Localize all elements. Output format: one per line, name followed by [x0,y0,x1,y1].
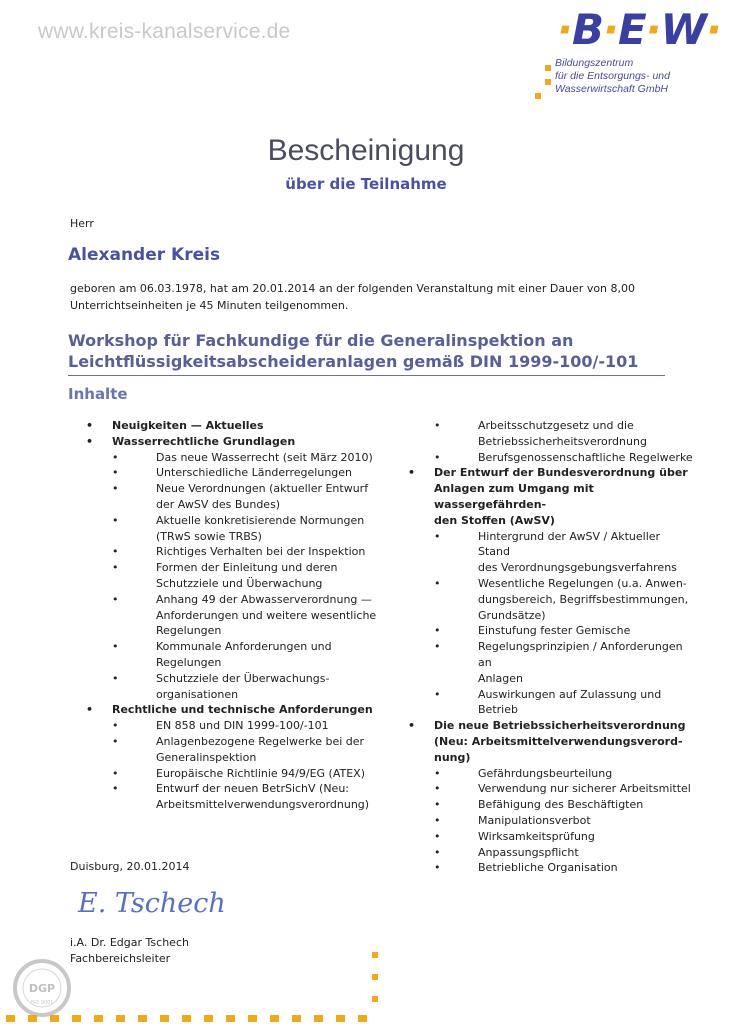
bullet-icon: • [434,766,441,780]
bullet-icon: • [112,766,119,780]
workshop-title-line-2: Leichtflüssigkeitsabscheideranlagen gemäß DIN 1999-100/-101 [68,352,639,371]
bullet-icon: • [112,450,119,464]
border-dash [94,1015,103,1022]
item-line: Das neue Wasserrecht (seit März 2010) [156,450,373,464]
border-dash [204,1015,213,1022]
item-line: Formen der Einleitung und deren [156,561,338,575]
signer-role: Fachbereichsleiter [70,952,171,965]
item-line: (TRwS sowie TRBS) [156,529,262,543]
website-watermark: www.kreis-kanalservice.de [38,20,291,43]
item-line: Grundsätze) [478,608,546,622]
item-line: Berufsgenossenschaftliche Regelwerke [478,450,693,464]
item-line: Anlagen zum Umgang mit wassergefährden- [434,482,594,511]
border-dash [270,1015,279,1022]
item-line: Unterschiedliche Länderregelungen [156,466,353,480]
border-dash [226,1015,235,1022]
bullet-icon: • [434,576,441,590]
bullet-icon: • [112,782,119,796]
border-dash [182,1015,191,1022]
bullet-icon: • [112,482,119,496]
logo-lettering: ·B·E·W· [557,5,721,54]
border-dash [314,1015,323,1022]
item-line: Der Entwurf der Bundesverordnung über [434,466,688,480]
bullet-icon: • [408,719,416,733]
contents-heading: Inhalte [68,385,128,403]
item-line: des Verordnungsgebungsverfahrens [478,561,677,575]
bullet-icon: • [112,513,119,527]
item-line: Generalinspektion [156,750,257,764]
border-dash [138,1015,147,1022]
item-line: den Stoffen (AwSV) [434,513,555,527]
item-line: Neue Verordnungen (aktueller Entwurf [156,482,369,496]
item-line: Anhang 49 der Abwasserverordnung — [156,592,372,606]
bullet-icon: • [434,450,441,464]
logo-line-1: Bildungszentrum [555,57,634,69]
item-line: Verwendung nur sicherer Arbeitsmittel [478,782,691,796]
item-line: Manipulationsverbot [478,813,591,827]
bullet-icon: • [434,829,441,843]
item-line: Kommunale Anforderungen und [156,640,332,654]
border-dash [6,1015,15,1022]
border-dash [372,996,378,1002]
item-line: Betriebliche Organisation [478,861,618,875]
handwritten-signature: E. Tschech [78,888,226,919]
item-line: Anlagen [478,671,524,685]
bullet-icon: • [434,813,441,827]
signer-name: i.A. Dr. Edgar Tschech [70,936,189,949]
item-line: der AwSV des Bundes) [156,497,281,511]
item-line: Wesentliche Regelungen (u.a. Anwen- [478,576,687,590]
item-line: Schutzziele und Überwachung [156,576,323,590]
bullet-icon: • [112,734,119,748]
bullet-icon: • [408,466,416,480]
bullet-icon: • [112,719,119,733]
item-line: Wirksamkeitsprüfung [478,829,595,843]
statement-line-1: geboren am 06.03.1978, hat am 20.01.2014 an der folgenden Veranstaltung mit einer Dauer von 8,00 [70,282,636,295]
item-line: Regelungen [156,624,222,638]
item-line: Aktuelle konkretisierende Normungen [156,513,365,527]
item-line: Betriebssicherheitsverordnung [478,434,647,448]
workshop-title-line-1: Workshop für Fachkundige für die Generalinspektion an [68,331,574,350]
item-line: EN 858 und DIN 1999-100/-101 [156,719,329,733]
border-dash [28,1015,37,1022]
document-title: Bescheinigung [267,134,465,167]
item-line: Neuigkeiten — Aktuelles [112,419,264,432]
border-dash [248,1015,257,1022]
bullet-icon: • [434,419,441,432]
item-line: Richtiges Verhalten bei der Inspektion [156,545,366,559]
item-line: Entwurf der neuen BetrSichV (Neu: [156,782,350,796]
item-line: Anpassungspflicht [478,845,579,859]
border-dash [72,1015,81,1022]
bullet-icon: • [86,703,94,717]
bullet-icon: • [434,529,441,543]
item-line: Anlagenbezogene Regelwerke bei der [156,734,365,748]
item-line: Befähigung des Beschäftigten [478,798,644,812]
item-line: Anforderungen und weitere wesentliche [156,608,377,622]
bullet-icon: • [434,861,441,875]
item-line: nung) [434,750,471,764]
border-dash [372,952,378,958]
border-dash [116,1015,125,1022]
item-line: (Neu: Arbeitsmittelverwendungsverord- [434,734,683,748]
bullet-icon: • [434,624,441,638]
bullet-icon: • [434,782,441,796]
item-line: organisationen [156,687,239,701]
bullet-icon: • [434,687,441,701]
bullet-icon: • [434,640,441,654]
item-line: Die neue Betriebssicherheitsverordnung [434,719,686,733]
item-line: Hintergrund der AwSV / Aktueller Stand [478,529,661,559]
place-date: Duisburg, 20.01.2014 [70,860,190,873]
border-dash [160,1015,169,1022]
border-dash [372,974,378,980]
item-line: Regelungsprinzipien / Anforderungen an [478,640,683,669]
bullet-icon: • [112,640,119,654]
item-line: Schutzziele der Überwachungs- [156,671,330,685]
border-dash [292,1015,301,1022]
border-dash [358,1015,367,1022]
bullet-icon: • [86,419,94,432]
bullet-icon: • [434,798,441,812]
border-dash [50,1015,59,1022]
item-line: Einstufung fester Gemische [478,624,631,638]
seal-label: DGP [28,982,56,995]
document-subtitle: über die Teilnahme [285,175,447,193]
participant-name: Alexander Kreis [68,245,221,265]
item-line: Arbeitsschutzgesetz und die [478,419,634,432]
bullet-icon: • [112,466,119,480]
item-line: Rechtliche und technische Anforderungen [112,703,373,717]
item-line: Europäische Richtlinie 94/9/EG (ATEX) [156,766,365,780]
bullet-icon: • [112,671,119,685]
bullet-icon: • [112,545,119,559]
item-line: Regelungen [156,655,222,669]
bullet-icon: • [112,561,119,575]
seal-caption: ISO 9001 [30,1000,54,1006]
logo-line-2: für die Entsorgungs- und [555,70,670,82]
statement-line-2: Unterrichtseinheiten je 45 Minuten teilgenommen. [70,299,349,312]
logo-line-3: Wasserwirtschaft GmbH [555,83,668,95]
item-line: Arbeitsmittelverwendungsverordnung) [156,798,370,812]
item-line: Auswirkungen auf Zulassung und Betrieb [478,687,662,717]
border-dash [336,1015,345,1022]
bullet-icon: • [434,845,441,859]
salutation: Herr [70,217,94,230]
item-line: dungsbereich, Begriffsbestimmungen, [478,592,689,606]
bullet-icon: • [112,592,119,606]
bullet-icon: • [86,434,94,448]
item-line: Gefährdungsbeurteilung [478,766,613,780]
item-line: Wasserrechtliche Grundlagen [112,434,296,448]
